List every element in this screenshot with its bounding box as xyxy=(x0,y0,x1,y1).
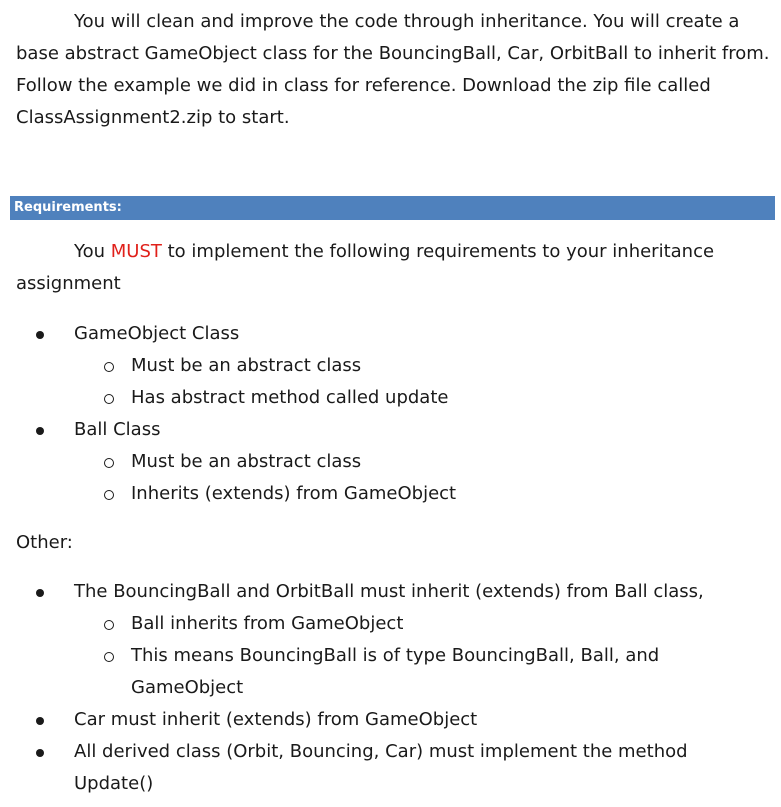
other-list xyxy=(0,576,781,800)
circle-bullet-icon xyxy=(104,620,114,630)
list-item-label: The BouncingBall and OrbitBall must inherit (extends) from Ball class, xyxy=(74,581,704,602)
list-subitem-label: This means BouncingBall is of type BouncingBall, Ball, and GameObject xyxy=(131,645,660,698)
list-subitem xyxy=(0,478,781,510)
requirements-intro-after: to implement the following requirements to your inheritance assignment xyxy=(16,241,715,294)
list-item-label: GameObject Class xyxy=(74,323,240,344)
circle-bullet-icon xyxy=(104,458,114,468)
circle-bullet-icon xyxy=(104,394,114,404)
list-subitem-label: Must be an abstract class xyxy=(131,451,362,472)
intro-text: You will clean and improve the code through inheritance. You will create a base abstract GameObject class for the BouncingBall, Car, OrbitBall to inherit from. Follow the example we did in class for reference. Download the zip file called ClassAssignment2.zip to start. xyxy=(16,11,770,128)
requirements-list xyxy=(0,318,781,510)
list-item xyxy=(0,414,781,446)
requirements-header: Requirements: xyxy=(10,196,775,220)
list-item xyxy=(0,318,781,350)
list-item-label: Ball Class xyxy=(74,419,161,440)
list-subitem xyxy=(0,446,781,478)
must-emphasis: MUST xyxy=(110,241,162,262)
list-subitem-label: Must be an abstract class xyxy=(131,355,362,376)
list-subitem-label: Ball inherits from GameObject xyxy=(131,613,404,634)
bullet-icon xyxy=(36,427,44,435)
intro-paragraph xyxy=(16,6,771,134)
bullet-icon xyxy=(36,749,44,757)
circle-bullet-icon xyxy=(104,362,114,372)
list-item xyxy=(0,704,781,736)
list-item xyxy=(0,736,781,800)
list-subitem-label: Has abstract method called update xyxy=(131,387,449,408)
list-subitem xyxy=(0,608,781,640)
bullet-icon xyxy=(36,717,44,725)
list-item xyxy=(0,576,781,608)
list-subitem xyxy=(0,350,781,382)
bullet-icon xyxy=(36,589,44,597)
list-subitem xyxy=(0,640,781,704)
bullet-icon xyxy=(36,331,44,339)
circle-bullet-icon xyxy=(104,490,114,500)
requirements-intro-before: You xyxy=(74,241,111,262)
list-subitem-label: Inherits (extends) from GameObject xyxy=(131,483,457,504)
circle-bullet-icon xyxy=(104,652,114,662)
other-heading: Other: xyxy=(16,532,73,553)
requirements-intro xyxy=(16,236,771,300)
list-item-label: All derived class (Orbit, Bouncing, Car) must implement the method Update() xyxy=(74,741,688,794)
list-item-label: Car must inherit (extends) from GameObject xyxy=(74,709,478,730)
list-subitem xyxy=(0,382,781,414)
